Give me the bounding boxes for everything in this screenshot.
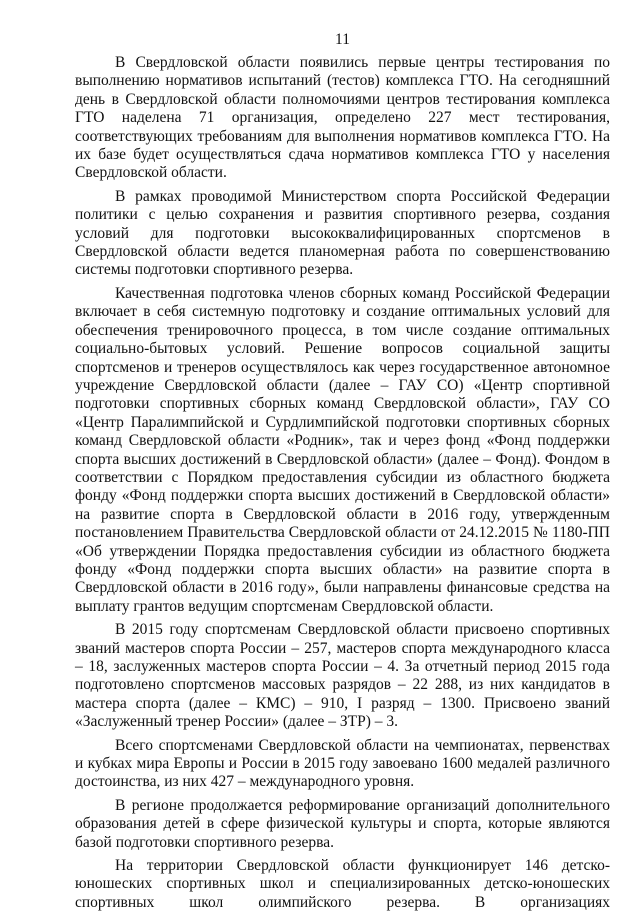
paragraph-education-reform: В регионе продолжается реформирование организаций дополнительного образования детей в сфере физической культуры и спорта, которые являются базой подготовки спортивного резерва. (75, 796, 610, 851)
paragraph-gto-testing-centers: В Свердловской области появились первые центры тестирования по выполнению нормативов испытаний (тестов) комплекса ГТО. На сегодняшний день в Свердловской области полномочиями центров тестирования комплекса ГТО наделена 71 организация, определено 227 мест тестирования, соответствующих требованиям для выполнения нормативов комплекса ГТО. На их базе будет осуществляться сдача нормативов комплекса ГТО у населения Свердловской области. (75, 54, 610, 182)
paragraph-sports-titles-2015: В 2015 году спортсменам Свердловской области присвоено спортивных званий мастеров спорта России – 257, мастеров спорта международного класса – 18, заслуженных мастеров спорта России – 4. За отчетный период 2015 года подготовлено спортсменов массовых разрядов – 22 288, из них кандидатов в мастера спорта (далее – КМС) – 910, I разряд – 1300. Присвоено званий «Заслуженный тренер России» (далее – ЗТР) – 3. (75, 621, 610, 731)
paragraph-sports-schools: На территории Свердловской области функционирует 146 детско-юношеских спортивных школ и специализированных детско-юношеских спортивных школ олимпийского резерва. В организациях (75, 857, 610, 911)
page-number: 11 (335, 31, 350, 48)
document-page (75, 30, 610, 917)
paragraph-sports-reserve-policy: В рамках проводимой Министерством спорта Российской Федерации политики с целью сохранения и развития спортивного резерва, создания условий для подготовки высококвалифицированных спортсменов в Свердловской области ведется планомерная работа по совершенствованию системы подготовки спортивного резерва. (75, 187, 610, 279)
paragraph-national-team-training: Качественная подготовка членов сборных команд Российской Федерации включает в себя системную подготовку и создание оптимальных условий для обеспечения тренировочного процесса, в том числе создание оптимальных социально-бытовых условий. Решение вопросов социальной защиты спортсменов и тренеров осуществлялось как через государственное автономное учреждение Свердловской области (далее – ГАУ СО) «Центр спортивной подготовки спортивных сборных команд Свердловской области», ГАУ СО «Центр Паралимпийской и Сурдлимпийской подготовки спортивных сборных команд Свердловской области «Родник», так и через фонд «Фонд поддержки спорта высших достижений в Свердловской области» (далее – Фонд). Фондом в соответствии с Порядком предоставления субсидии из областного бюджета фонду «Фонд поддержки спорта высших достижений в Свердловской области» на развитие спорта в Свердловской области в 2016 году, утвержденным постановлением Правительства Свердловской области от 24.12.2015 № 1180-ПП «Об утверждении Порядка предоставления субсидии из областного бюджета фонду «Фонд поддержки спорта высших области» на развитие спорта в Свердловской области в 2016 году», были направлены финансовые средства на выплату грантов ведущим спортсменам Свердловской области. (75, 284, 610, 615)
paragraph-medals-2015: Всего спортсменами Свердловской области на чемпионатах, первенствах и кубках мира Европы и России в 2015 году завоевано 1600 медалей различного достоинства, из них 427 – международного уровня. (75, 736, 610, 791)
